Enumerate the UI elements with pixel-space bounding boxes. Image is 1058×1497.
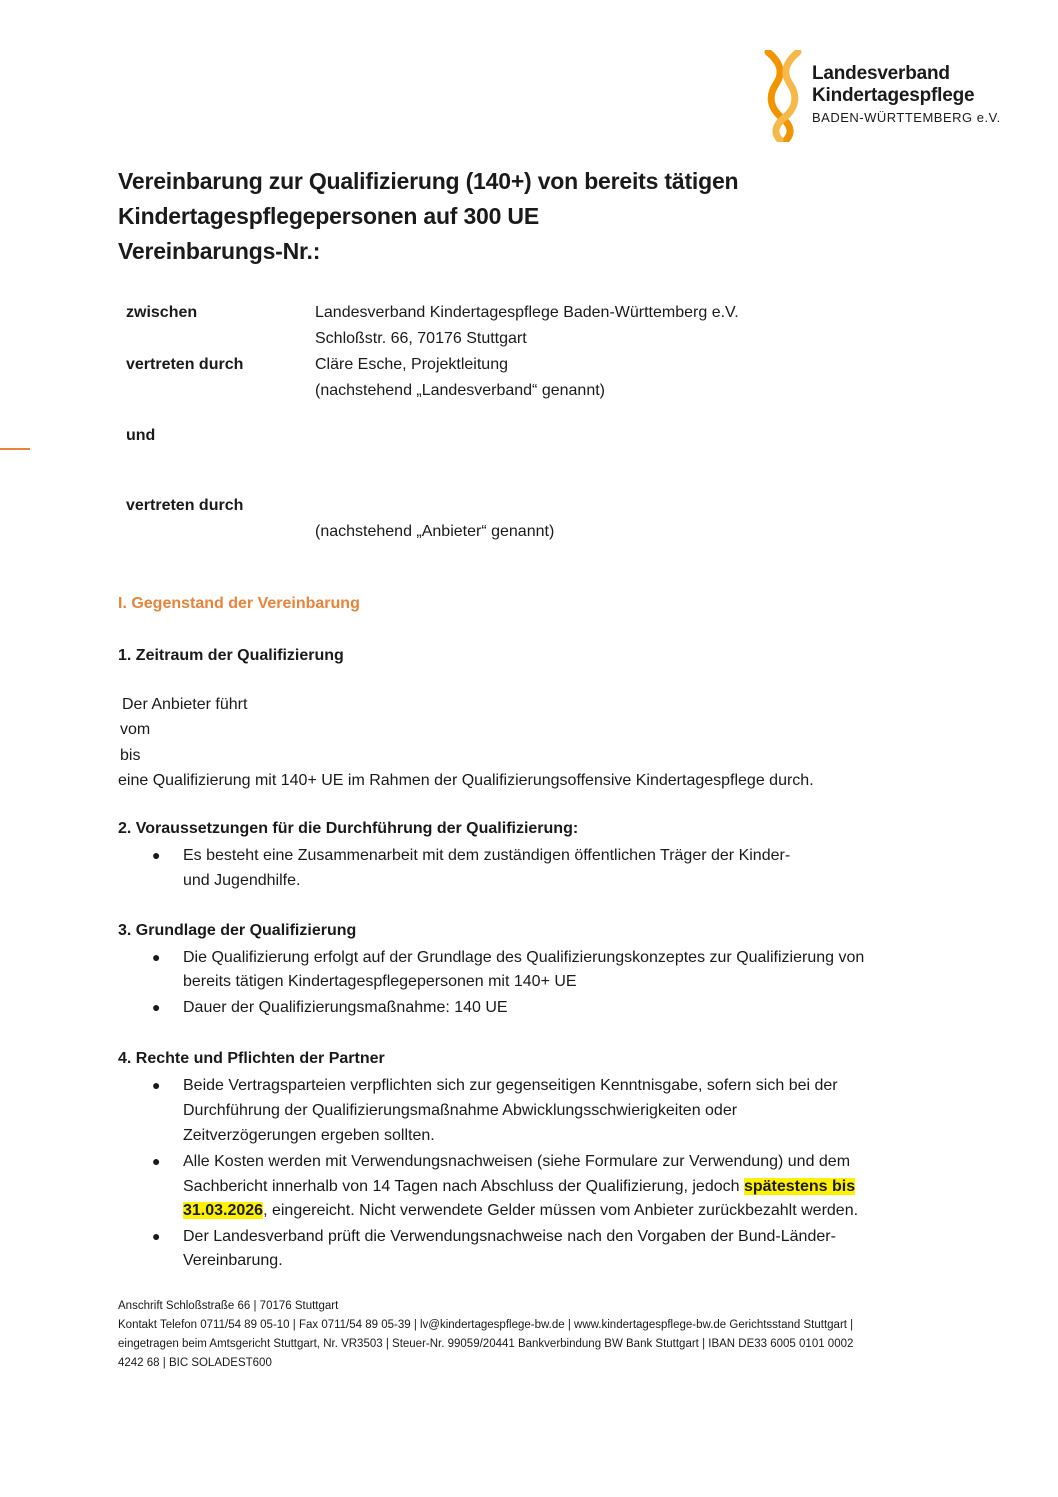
sub4-bullet1-line1: Beide Vertragsparteien verpflichten sich zur gegenseitigen Kenntnisgabe, sofern sich bei der	[183, 1077, 838, 1094]
bullet-dot: ●	[152, 1077, 161, 1093]
margin-fold-mark	[0, 448, 30, 450]
party1-address: Schloßstr. 66, 70176 Stuttgart	[315, 330, 527, 347]
sub1-line3: bis	[120, 747, 141, 764]
document-title-line2: Kindertagespflegepersonen auf 300 UE	[118, 203, 539, 229]
section-heading: I. Gegenstand der Vereinbarung	[118, 595, 360, 612]
logo-mark-icon	[762, 50, 804, 142]
subsection4-heading: 4. Rechte und Pflichten der Partner	[118, 1050, 385, 1067]
sub4-bullet3-line2: Vereinbarung.	[183, 1252, 283, 1269]
subsection3-heading: 3. Grundlage der Qualifizierung	[118, 922, 357, 939]
sub2-bullet1-line2: und Jugendhilfe.	[183, 872, 301, 889]
party1-alias: (nachstehend „Landesverband“ genannt)	[315, 382, 605, 399]
label-vertreten-durch-2: vertreten durch	[126, 497, 244, 514]
sub1-line2: vom	[120, 721, 151, 738]
sub4-bullet2-line2-text: Sachbericht innerhalb von 14 Tagen nach Abschluss der Qualifizierung, jedoch	[183, 1178, 744, 1195]
bullet-dot: ●	[152, 999, 161, 1015]
footer-contact: Kontakt Telefon 0711/54 89 05-10 | Fax 0711/54 89 05-39 | lv@kindertagespflege-bw.de | www.kindertagespflege-bw.de Gerichtsstand Stuttgart |	[118, 1319, 854, 1331]
bullet-dot: ●	[152, 1153, 161, 1169]
logo-text-line2: Kindertagespflege	[812, 85, 975, 106]
sub4-bullet2-line3	[183, 1202, 858, 1220]
logo-text-line3: BADEN-WÜRTTEMBERG e.V.	[812, 110, 1001, 125]
party2-alias: (nachstehend „Anbieter“ genannt)	[315, 523, 555, 540]
sub4-bullet1-line3: Zeitverzögerungen ergeben sollten.	[183, 1127, 435, 1144]
bullet-dot: ●	[152, 1228, 161, 1244]
sub2-bullet1-line1: Es besteht eine Zusammenarbeit mit dem zuständigen öffentlichen Träger der Kinder-	[183, 847, 791, 864]
sub4-bullet1-line2: Durchführung der Qualifizierungsmaßnahme Abwicklungsschwierigkeiten oder	[183, 1102, 738, 1119]
sub4-bullet3-line1: Der Landesverband prüft die Verwendungsnachweise nach den Vorgaben der Bund-Länder-	[183, 1228, 836, 1245]
label-zwischen: zwischen	[126, 304, 198, 321]
party1-name: Landesverband Kindertagespflege Baden-Württemberg e.V.	[315, 304, 739, 321]
sub1-line1: Der Anbieter führt	[122, 696, 248, 713]
sub3-bullet1-line1: Die Qualifizierung erfolgt auf der Grundlage des Qualifizierungskonzeptes zur Qualifizierung von	[183, 949, 865, 966]
sub4-bullet2-line2	[183, 1178, 855, 1196]
sub3-bullet1-line2: bereits tätigen Kindertagespflegepersonen mit 140+ UE	[183, 973, 577, 990]
subsection2-heading: 2. Voraussetzungen für die Durchführung der Qualifizierung:	[118, 820, 579, 837]
party1-representative: Cläre Esche, Projektleitung	[315, 356, 508, 373]
footer-bic: 4242 68 | BIC SOLADEST600	[118, 1357, 272, 1369]
bullet-dot: ●	[152, 949, 161, 965]
sub3-bullet2-line1: Dauer der Qualifizierungsmaßnahme: 140 UE	[183, 999, 508, 1016]
logo-text-line1: Landesverband	[812, 63, 950, 84]
label-vertreten-durch: vertreten durch	[126, 356, 244, 373]
deadline-highlight: spätestens bis	[743, 1178, 856, 1195]
document-title-line3: Vereinbarungs-Nr.:	[118, 238, 321, 264]
label-und: und	[126, 427, 156, 444]
sub1-line4: eine Qualifizierung mit 140+ UE im Rahmen der Qualifizierungsoffensive Kindertagespflege durch.	[118, 772, 814, 789]
bullet-dot: ●	[152, 847, 161, 863]
sub4-bullet2-line3-text: , eingereicht. Nicht verwendete Gelder müssen vom Anbieter zurückbezahlt werden.	[263, 1202, 859, 1219]
footer-registry: eingetragen beim Amtsgericht Stuttgart, Nr. VR3503 | Steuer-Nr. 99059/20441 Bankverbindung BW Bank Stuttgart | IBAN DE33 6005 0101 0002	[118, 1338, 854, 1350]
subsection1-heading: 1. Zeitraum der Qualifizierung	[118, 647, 344, 664]
footer-address: Anschrift Schloßstraße 66 | 70176 Stuttgart	[118, 1300, 339, 1312]
document-title-line1: Vereinbarung zur Qualifizierung (140+) von bereits tätigen	[118, 168, 739, 194]
deadline-date-highlight: 31.03.2026	[183, 1202, 264, 1219]
sub4-bullet2-line1: Alle Kosten werden mit Verwendungsnachweisen (siehe Formulare zur Verwendung) und dem	[183, 1153, 851, 1170]
